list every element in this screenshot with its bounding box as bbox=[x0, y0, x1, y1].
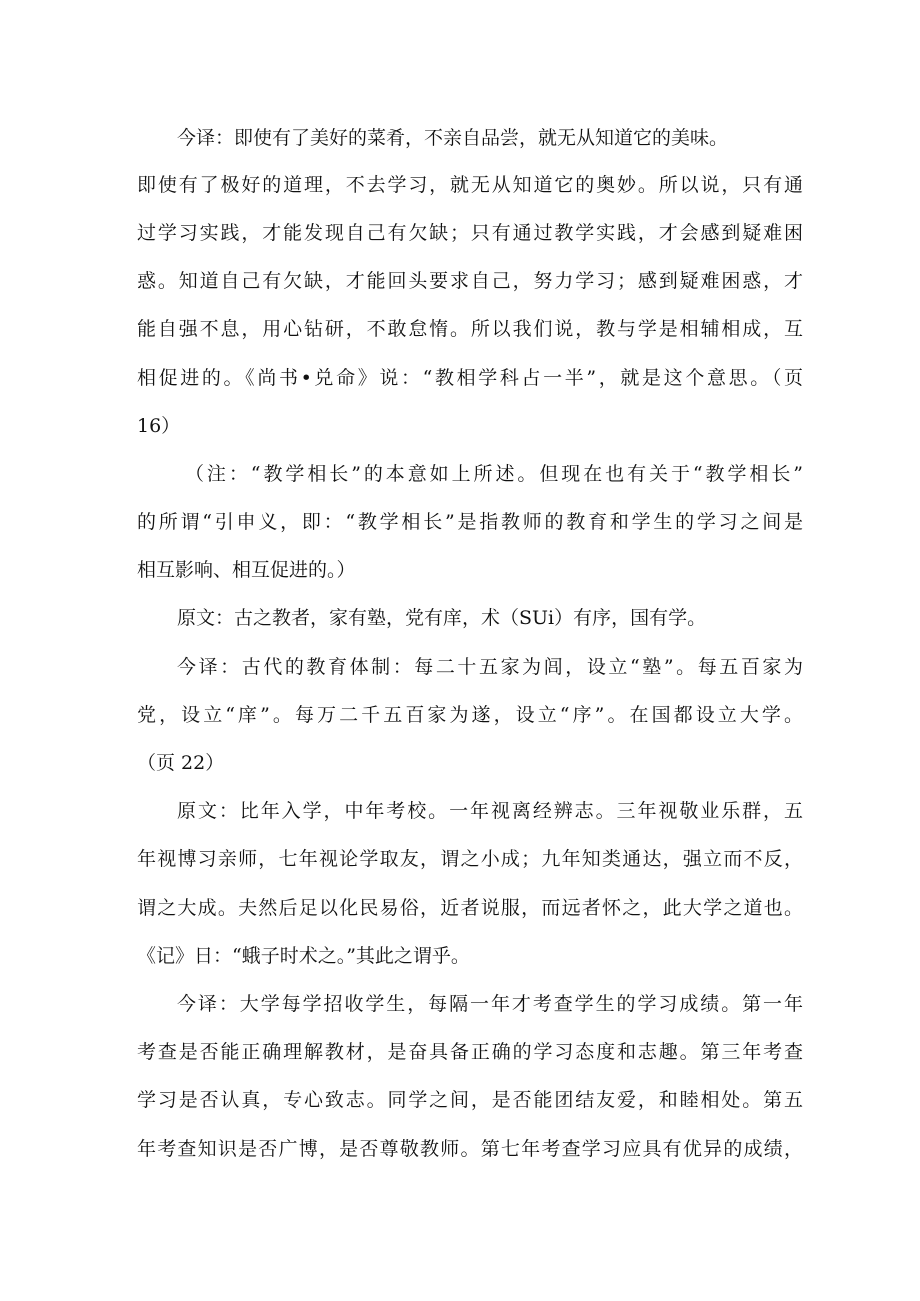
paragraph-line: 年视博习亲师，七年视论学取友，谓之小成；九年知类通达，强立而不反， bbox=[137, 848, 803, 870]
paragraph-line: 党，设立“庠”。每万二千五百家为遂，设立“序”。在国都设立大学。 bbox=[137, 704, 803, 726]
paragraph-line: 《记》日：“蛾子时术之。”其此之谓乎。 bbox=[137, 945, 470, 967]
paragraph-line: 今译：古代的教育体制：每二十五家为闾，设立“塾”。每五百家为 bbox=[177, 656, 803, 678]
paragraph-line: 能自强不息，用心钻研，不敢怠惰。所以我们说，教与学是相辅相成，互 bbox=[137, 318, 803, 340]
paragraph-line: （页 22） bbox=[137, 752, 225, 774]
note-line: （注：“教学相长”的本意如上所述。但现在也有关于“教学相长” bbox=[185, 463, 803, 485]
paragraph-line: 过学习实践，才能发现自己有欠缺；只有通过教学实践，才会感到疑难困 bbox=[137, 222, 803, 244]
paragraph-line: 惑。知道自己有欠缺，才能回头要求自己，努力学习；感到疑难困惑，才 bbox=[137, 270, 803, 292]
paragraph-line: 学习是否认真，专心致志。同学之间，是否能团结友爱，和睦相处。第五 bbox=[137, 1089, 803, 1111]
paragraph-line: 谓之大成。夫然后足以化民易俗，近者说服，而远者怀之，此大学之道也。 bbox=[137, 897, 803, 919]
paragraph-line: 年考查知识是否广博，是否尊敬教师。第七年考查学习应具有优异的成绩， bbox=[137, 1138, 803, 1160]
paragraph-line: 16） bbox=[137, 415, 181, 437]
paragraph-line: 考查是否能正确理解教材，是奋具备正确的学习态度和志趣。第三年考查 bbox=[137, 1041, 803, 1063]
note-line: 相互影响、相互促进的。） bbox=[137, 559, 356, 581]
paragraph-line: 相促进的。《尚书•兑命》说：“教相学科占一半”，就是这个意思。（页 bbox=[137, 367, 803, 389]
note-line: 的所谓“引申义，即：“教学相长”是指教师的教育和学生的学习之间是 bbox=[137, 511, 803, 533]
paragraph-line: 原文：古之教者，家有塾，党有庠，术（SUi）有序，国有学。 bbox=[177, 607, 707, 629]
paragraph-line: 原文：比年入学，中年考校。一年视离经辨志。三年视敬业乐群，五 bbox=[177, 800, 803, 822]
paragraph-line: 即使有了极好的道理，不去学习，就无从知道它的奥妙。所以说，只有通 bbox=[137, 174, 803, 196]
paragraph-line: 今译：即使有了美好的菜肴，不亲自品尝，就无从知道它的美味。 bbox=[177, 127, 729, 149]
paragraph-line: 今译：大学每学招收学生，每隔一年才考查学生的学习成绩。第一年 bbox=[177, 993, 803, 1015]
